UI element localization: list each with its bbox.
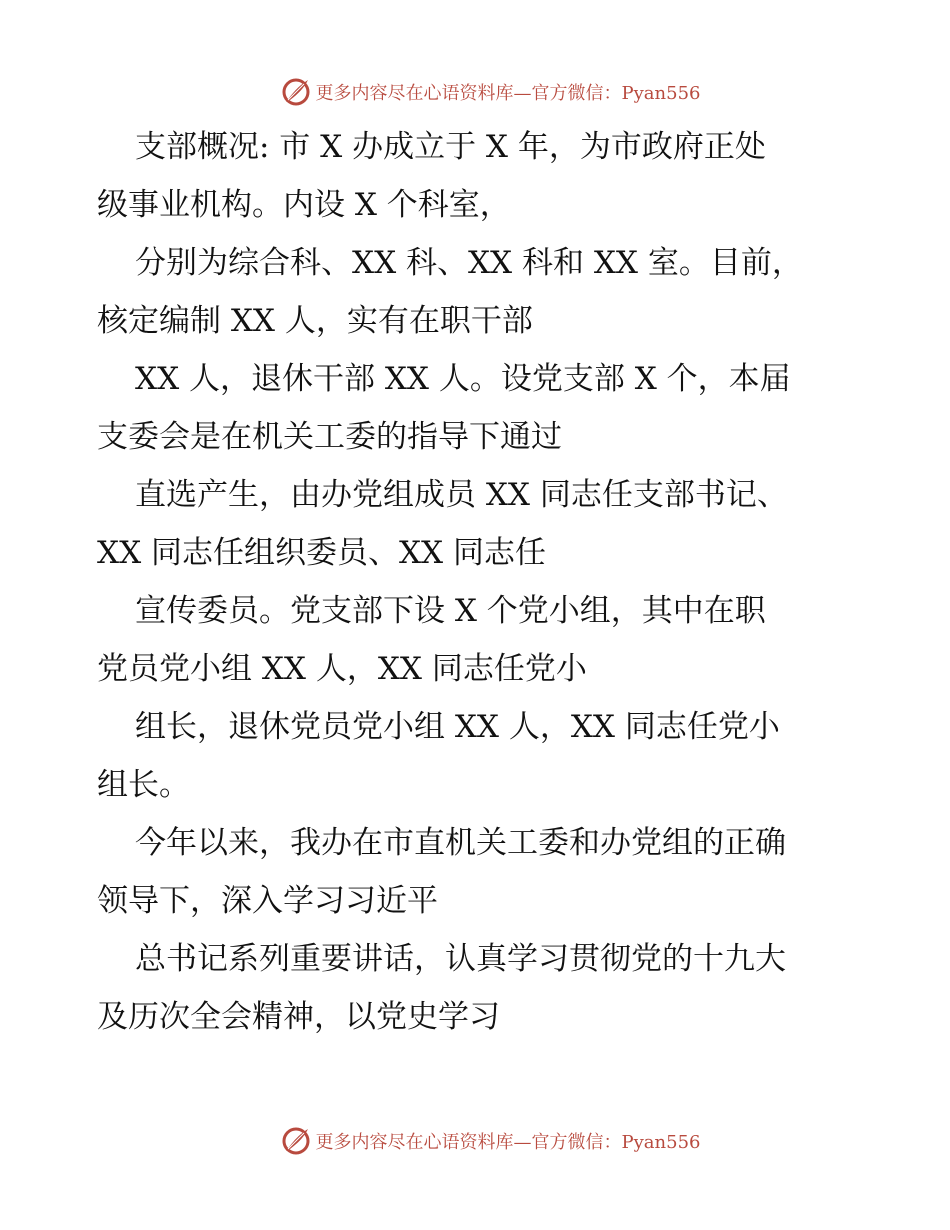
- text-line: 级事业机构。内设 X 个科室，: [97, 187, 511, 223]
- watermark-text: 更多内容尽在心语资料库—官方微信：Pyan556: [315, 83, 701, 104]
- text-line: 支部概况: 市 X 办成立于 X 年，为市政府正处: [135, 129, 766, 165]
- document-body: [97, 118, 857, 1046]
- feather-pen-logo-icon: [280, 1125, 312, 1157]
- watermark-text: 更多内容尽在心语资料库—官方微信：Pyan556: [315, 1132, 701, 1153]
- text-line: 领导下，深入学习习近平: [97, 883, 438, 919]
- text-line: 核定编制 XX 人，实有在职干部: [97, 303, 533, 339]
- text-line: 今年以来，我办在市直机关工委和办党组的正确: [135, 825, 786, 861]
- text-line: XX 同志任组织委员、XX 同志任: [97, 535, 546, 571]
- feather-pen-logo-icon: [280, 76, 312, 108]
- text-line: 及历次全会精神，以党史学习: [97, 999, 500, 1035]
- text-line: 总书记系列重要讲话，认真学习贯彻党的十九大: [135, 941, 786, 977]
- text-line: 组长，退休党员党小组 XX 人，XX 同志任党小: [135, 709, 780, 745]
- text-line: XX 人，退休干部 XX 人。设党支部 X 个，本届: [135, 361, 791, 397]
- text-line: 直选产生，由办党组成员 XX 同志任支部书记、: [135, 477, 788, 513]
- header-watermark: [0, 74, 950, 110]
- text-line: 分别为综合科、XX 科、XX 科和 XX 室。目前，: [135, 245, 803, 281]
- text-line: 组长。: [97, 767, 190, 803]
- text-line: 党员党小组 XX 人，XX 同志任党小: [97, 651, 587, 687]
- footer-watermark: [0, 1123, 950, 1159]
- text-line: 宣传委员。党支部下设 X 个党小组，其中在职: [135, 593, 766, 629]
- text-line: 支委会是在机关工委的指导下通过: [97, 419, 562, 455]
